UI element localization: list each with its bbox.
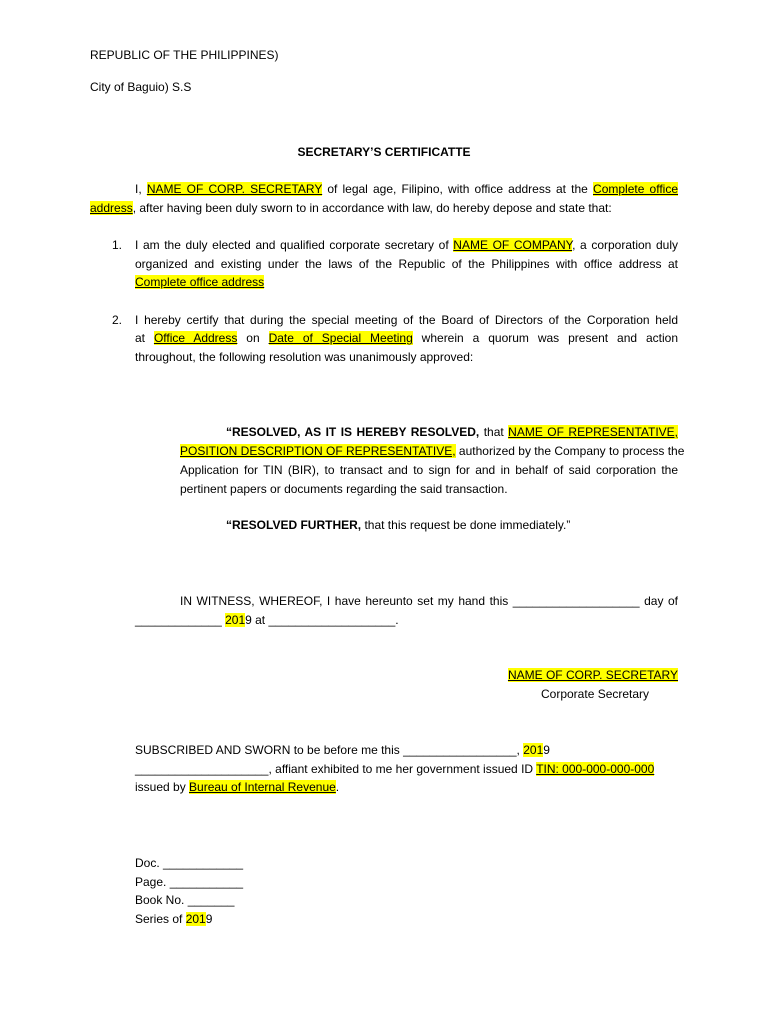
sworn-line-1 (135, 741, 550, 760)
item-1-number: 1. (112, 238, 123, 252)
sworn-issued: issued by (135, 780, 190, 794)
intro-text-2: of legal age, Filipino, with office address at the (322, 182, 594, 196)
resolution-further (226, 516, 570, 535)
office-address-placeholder-b: address (90, 201, 133, 215)
signature-name (508, 666, 678, 685)
witness-year-highlight: 201 (225, 613, 246, 627)
item-2-number: 2. (112, 313, 123, 327)
sworn-text-2: ____________________, affiant exhibited to me her government issued ID (135, 762, 537, 776)
series-label: Series of (135, 912, 186, 926)
representative-position-placeholder: POSITION DESCRIPTION OF REPRESENTATIVE, (180, 444, 456, 458)
intro-line-1 (135, 180, 678, 199)
item-2-line-2 (135, 329, 678, 348)
series-line (135, 910, 212, 929)
item-1-line-3 (135, 273, 264, 292)
resolution-line-3: Application for TIN (BIR), to transact and to sign for and in behalf of said corporation the (180, 463, 678, 477)
signature-name-placeholder: NAME OF CORP. SECRETARY (507, 668, 678, 682)
company-address-placeholder: Complete office address (135, 275, 265, 289)
doc-number: Doc. ____________ (135, 856, 244, 870)
sworn-dot: . (335, 780, 340, 794)
resolution-line-4: pertinent papers or documents regarding the said transaction. (180, 482, 508, 496)
item-2-line-1: I hereby certify that during the special meeting of the Board of Directors of the Corporation held (135, 313, 678, 327)
series-year-highlight: 201 (185, 912, 206, 926)
witness-year-end: 9 at ___________________. (245, 613, 399, 627)
resolution-that: that (479, 425, 509, 439)
page-number: Page. ___________ (135, 875, 244, 889)
resolved-heading: “RESOLVED, AS IT IS HEREBY RESOLVED, (226, 425, 480, 439)
book-number: Book No. _______ (135, 893, 235, 907)
sworn-text-1: SUBSCRIBED AND SWORN to be before me this _________________, (135, 743, 524, 757)
resolution-text-2: authorized by the Company to process the (455, 444, 685, 458)
sworn-line-3 (135, 778, 339, 797)
item-2-text-2: wherein a quorum was present and action (412, 331, 679, 345)
item-1-line-2: organized and existing under the laws of the Republic of the Philippines with office address at (135, 257, 678, 271)
item-2-on: on (237, 331, 269, 345)
resolution-line-2 (180, 442, 685, 461)
bureau-placeholder: Bureau of Internal Revenue (189, 780, 336, 794)
sworn-year-end: 9 (543, 743, 550, 757)
office-address-placeholder-a: Complete office (593, 182, 679, 196)
item-2-line-3: throughout, the following resolution was unanimously approved: (135, 350, 474, 364)
representative-name-placeholder: NAME OF REPRESENTATIVE, (508, 425, 678, 439)
intro-text-1: I, (135, 182, 147, 196)
header-republic: REPUBLIC OF THE PHILIPPINES) (90, 48, 279, 62)
item-2-at: at (135, 331, 154, 345)
meeting-date-placeholder: Date of Special Meeting (268, 331, 413, 345)
intro-text-3: , after having been duly sworn to in accordance with law, do hereby depose and state that: (132, 201, 612, 215)
tin-placeholder: TIN: 000-000-000-000 (536, 762, 655, 776)
sworn-line-2 (135, 760, 654, 779)
header-city: City of Baguio) S.S (90, 80, 192, 94)
company-name-placeholder: NAME OF COMPANY (453, 238, 573, 252)
witness-blank: _____________ (135, 613, 226, 627)
resolved-further-text: that this request be done immediately.” (361, 518, 571, 532)
intro-line-2 (90, 199, 612, 218)
series-year-end: 9 (205, 912, 213, 926)
signature-title: Corporate Secretary (541, 687, 650, 701)
document-title: SECRETARY’S CERTIFICATTE (297, 145, 471, 159)
resolution-line-1 (226, 423, 678, 442)
resolved-further-heading: “RESOLVED FURTHER, (226, 518, 362, 532)
secretary-name-placeholder: NAME OF CORP. SECRETARY (146, 182, 323, 196)
item-1-text-1: I am the duly elected and qualified corporate secretary of (135, 238, 454, 252)
sworn-year-highlight: 201 (523, 743, 544, 757)
witness-line-2 (135, 611, 399, 630)
item-1-line-1 (135, 236, 678, 255)
meeting-address-placeholder: Office Address (153, 331, 238, 345)
item-1-text-2: , a corporation duly (572, 238, 678, 252)
witness-line-1: IN WITNESS, WHEREOF, I have hereunto set my hand this ___________________ day of (180, 594, 678, 608)
